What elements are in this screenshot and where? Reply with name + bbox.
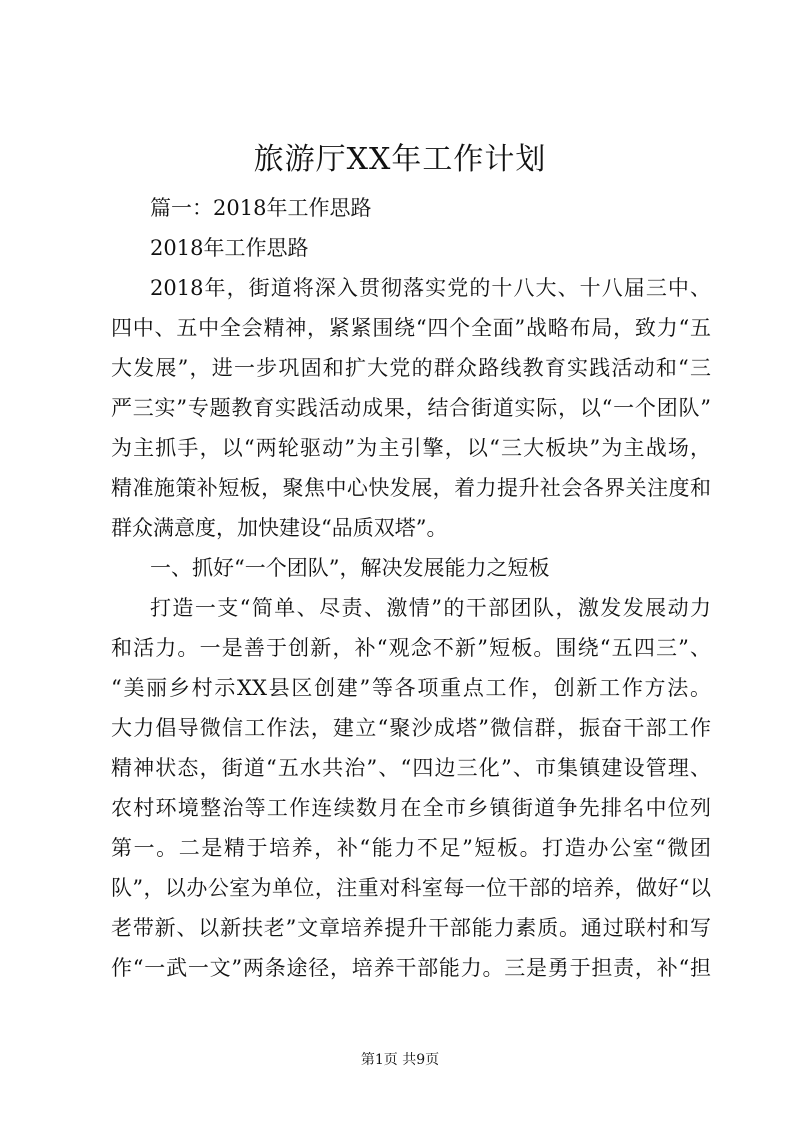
paragraph-line: 老带新、以新扶老”文章培养提升干部能力素质。通过联村和写 bbox=[111, 916, 711, 940]
document-title: 旅游厅XX年工作计划 bbox=[253, 142, 547, 177]
paragraph-line: 大力倡导微信工作法，建立“聚沙成塔”微信群，振奋干部工作 bbox=[111, 716, 711, 740]
paragraph-line: “美丽乡村示XX县区创建”等各项重点工作，创新工作方法。 bbox=[111, 676, 711, 700]
paragraph-line: 为主抓手，以“两轮驱动”为主引擎，以“三大板块”为主战场， bbox=[111, 436, 711, 460]
paragraph-line: 群众满意度，加快建设“品质双塔”。 bbox=[111, 516, 448, 540]
paragraph-line: 大发展”，进一步巩固和扩大党的群众路线教育实践活动和“三 bbox=[111, 356, 711, 380]
section-heading: 一、抓好“一个团队”，解决发展能力之短板 bbox=[150, 556, 550, 580]
subheading: 2018年工作思路 bbox=[150, 236, 309, 260]
paragraph-line: 严三实”专题教育实践活动成果，结合街道实际，以“一个团队” bbox=[111, 396, 711, 420]
paragraph-line: 第一。二是精于培养，补“能力不足”短板。打造办公室“微团 bbox=[111, 836, 711, 860]
paragraph-line: 和活力。一是善于创新，补“观念不新”短板。围绕“五四三”、 bbox=[111, 636, 711, 660]
paragraph-line: 精准施策补短板，聚焦中心快发展，着力提升社会各界关注度和 bbox=[111, 476, 711, 500]
paragraph-line: 打造一支“简单、尽责、激情”的干部团队，激发发展动力 bbox=[150, 596, 711, 620]
section-heading: 篇一：2018年工作思路 bbox=[150, 196, 372, 220]
paragraph-line: 2018年，街道将深入贯彻落实党的十八大、十八届三中、 bbox=[150, 276, 711, 300]
page-footer: 第1页 共9页 bbox=[360, 1052, 440, 1068]
paragraph-line: 队”，以办公室为单位，注重对科室每一位干部的培养，做好“以 bbox=[111, 876, 711, 900]
paragraph-line: 农村环境整治等工作连续数月在全市乡镇街道争先排名中位列 bbox=[111, 796, 711, 820]
paragraph-line: 四中、五中全会精神，紧紧围绕“四个全面”战略布局，致力“五 bbox=[111, 316, 711, 340]
paragraph-line: 作“一武一文”两条途径，培养干部能力。三是勇于担责，补“担 bbox=[111, 956, 711, 980]
paragraph-line: 精神状态，街道“五水共治”、“四边三化”、市集镇建设管理、 bbox=[111, 756, 711, 780]
